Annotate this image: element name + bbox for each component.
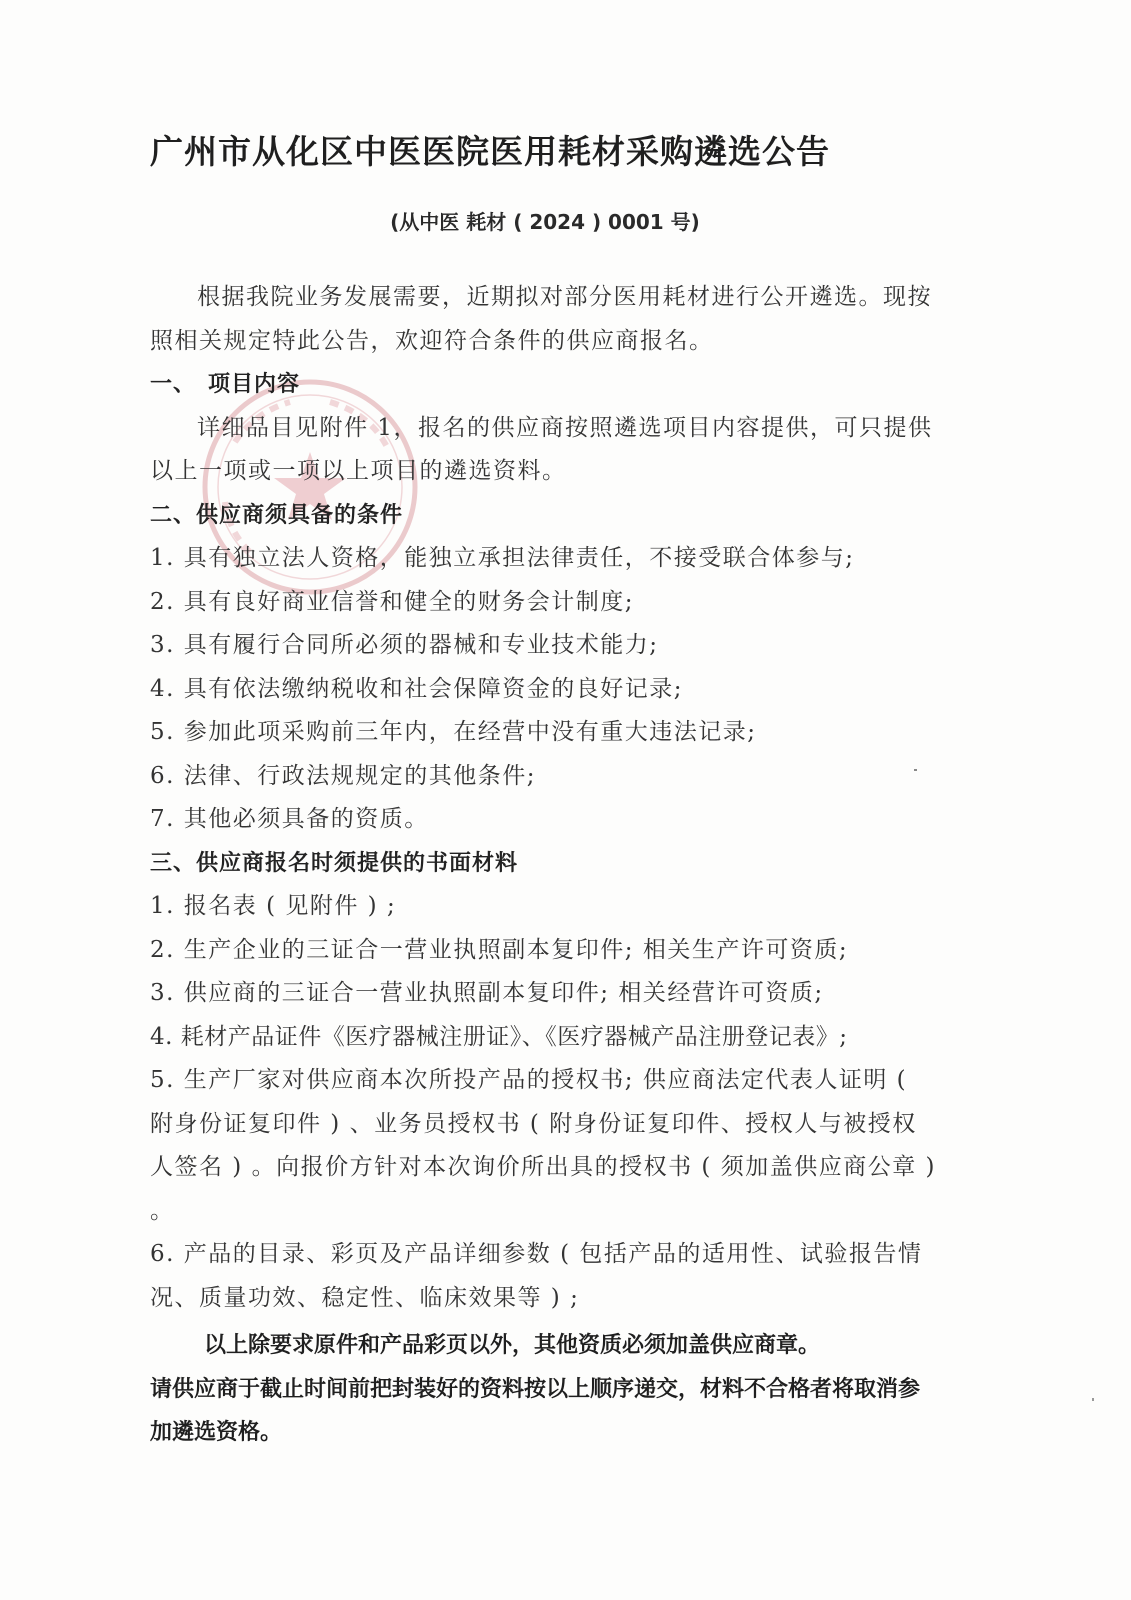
list-item: 7. 其他必须具备的资质。 — [150, 806, 429, 832]
section-title: 项目内容 — [208, 372, 301, 397]
section-number: 一、 — [150, 372, 197, 397]
section-heading-required-materials — [150, 842, 940, 886]
list-item: 2. 生产企业的三证合一营业执照副本复印件; 相关生产许可资质; — [150, 936, 849, 963]
closing-statement — [150, 1324, 940, 1455]
list-item: 3. 具有履行合同所必须的器械和专业技术能力; — [150, 632, 659, 658]
section-paragraph: 详细品目见附件 1，报名的供应商按照遴选项目内容提供，可只提供以上一项或一项以上项目的遴选资料。 — [150, 414, 933, 484]
list-item: 2. 具有良好商业信誉和健全的财务会计制度; — [150, 588, 635, 615]
list-item: 3. 供应商的三证合一营业执照副本复印件; 相关经营许可资质; — [150, 980, 824, 1006]
scan-dot — [1092, 1398, 1094, 1401]
list-item: 5. 参加此项采购前三年内，在经营中没有重大违法记录; — [150, 719, 757, 745]
section-title: 供应商报名时须提供的书面材料 — [196, 850, 519, 876]
list-item: 4. 耗材产品证件《医疗器械注册证》、《医疗器械产品注册登记表》; — [150, 1023, 848, 1050]
section-number: 二、 — [150, 502, 197, 528]
section-heading-supplier-conditions — [150, 494, 940, 538]
list-item: 1. 具有独立法人资格，能独立承担法律责任，不接受联合体参与; — [150, 545, 855, 571]
section-title: 供应商须具备的条件 — [196, 502, 404, 528]
document-content — [150, 128, 940, 1455]
intro-paragraph: 根据我院业务发展需要，近期拟对部分医用耗材进行公开遴选。现按照相关规定特此公告，欢迎符合条件的供应商报名。 — [150, 284, 932, 354]
document-number: (从中医 耗材 ( 2024 ) 0001 号) — [390, 210, 700, 234]
list-item: 6. 法律、行政法规规定的其他条件; — [150, 762, 537, 789]
section-heading-project-content — [150, 363, 940, 407]
list-item: 5. 生产厂家对供应商本次所投产品的授权书; 供应商法定代表人证明 ( 附身份证复印件 ) 、业务员授权书 ( 附身份证复印件、授权人与被授权人签名 ) 。向报价方针对本次询价所出具的授权书 ( 须加盖供应商公章 ) 。 — [150, 1067, 936, 1224]
section-number: 三、 — [150, 850, 197, 876]
list-item: 4. 具有依法缴纳税收和社会保障资金的良好记录; — [150, 675, 684, 702]
closing-line: 以上除要求原件和产品彩页以外，其他资质必须加盖供应商章。 — [204, 1333, 821, 1358]
list-item: 1. 报名表 ( 见附件 ) ; — [150, 893, 397, 919]
list-item: 6. 产品的目录、彩页及产品详细参数 ( 包括产品的适用性、试验报告情况、质量功效、稳定性、临床效果等 ) ; — [150, 1241, 923, 1311]
closing-line: 请供应商于截止时间前把封装好的资料按以上顺序递交，材料不合格者将取消参加遴选资格。 — [150, 1376, 921, 1445]
page-title: 广州市从化区中医医院医用耗材采购遴选公告 — [150, 132, 830, 171]
